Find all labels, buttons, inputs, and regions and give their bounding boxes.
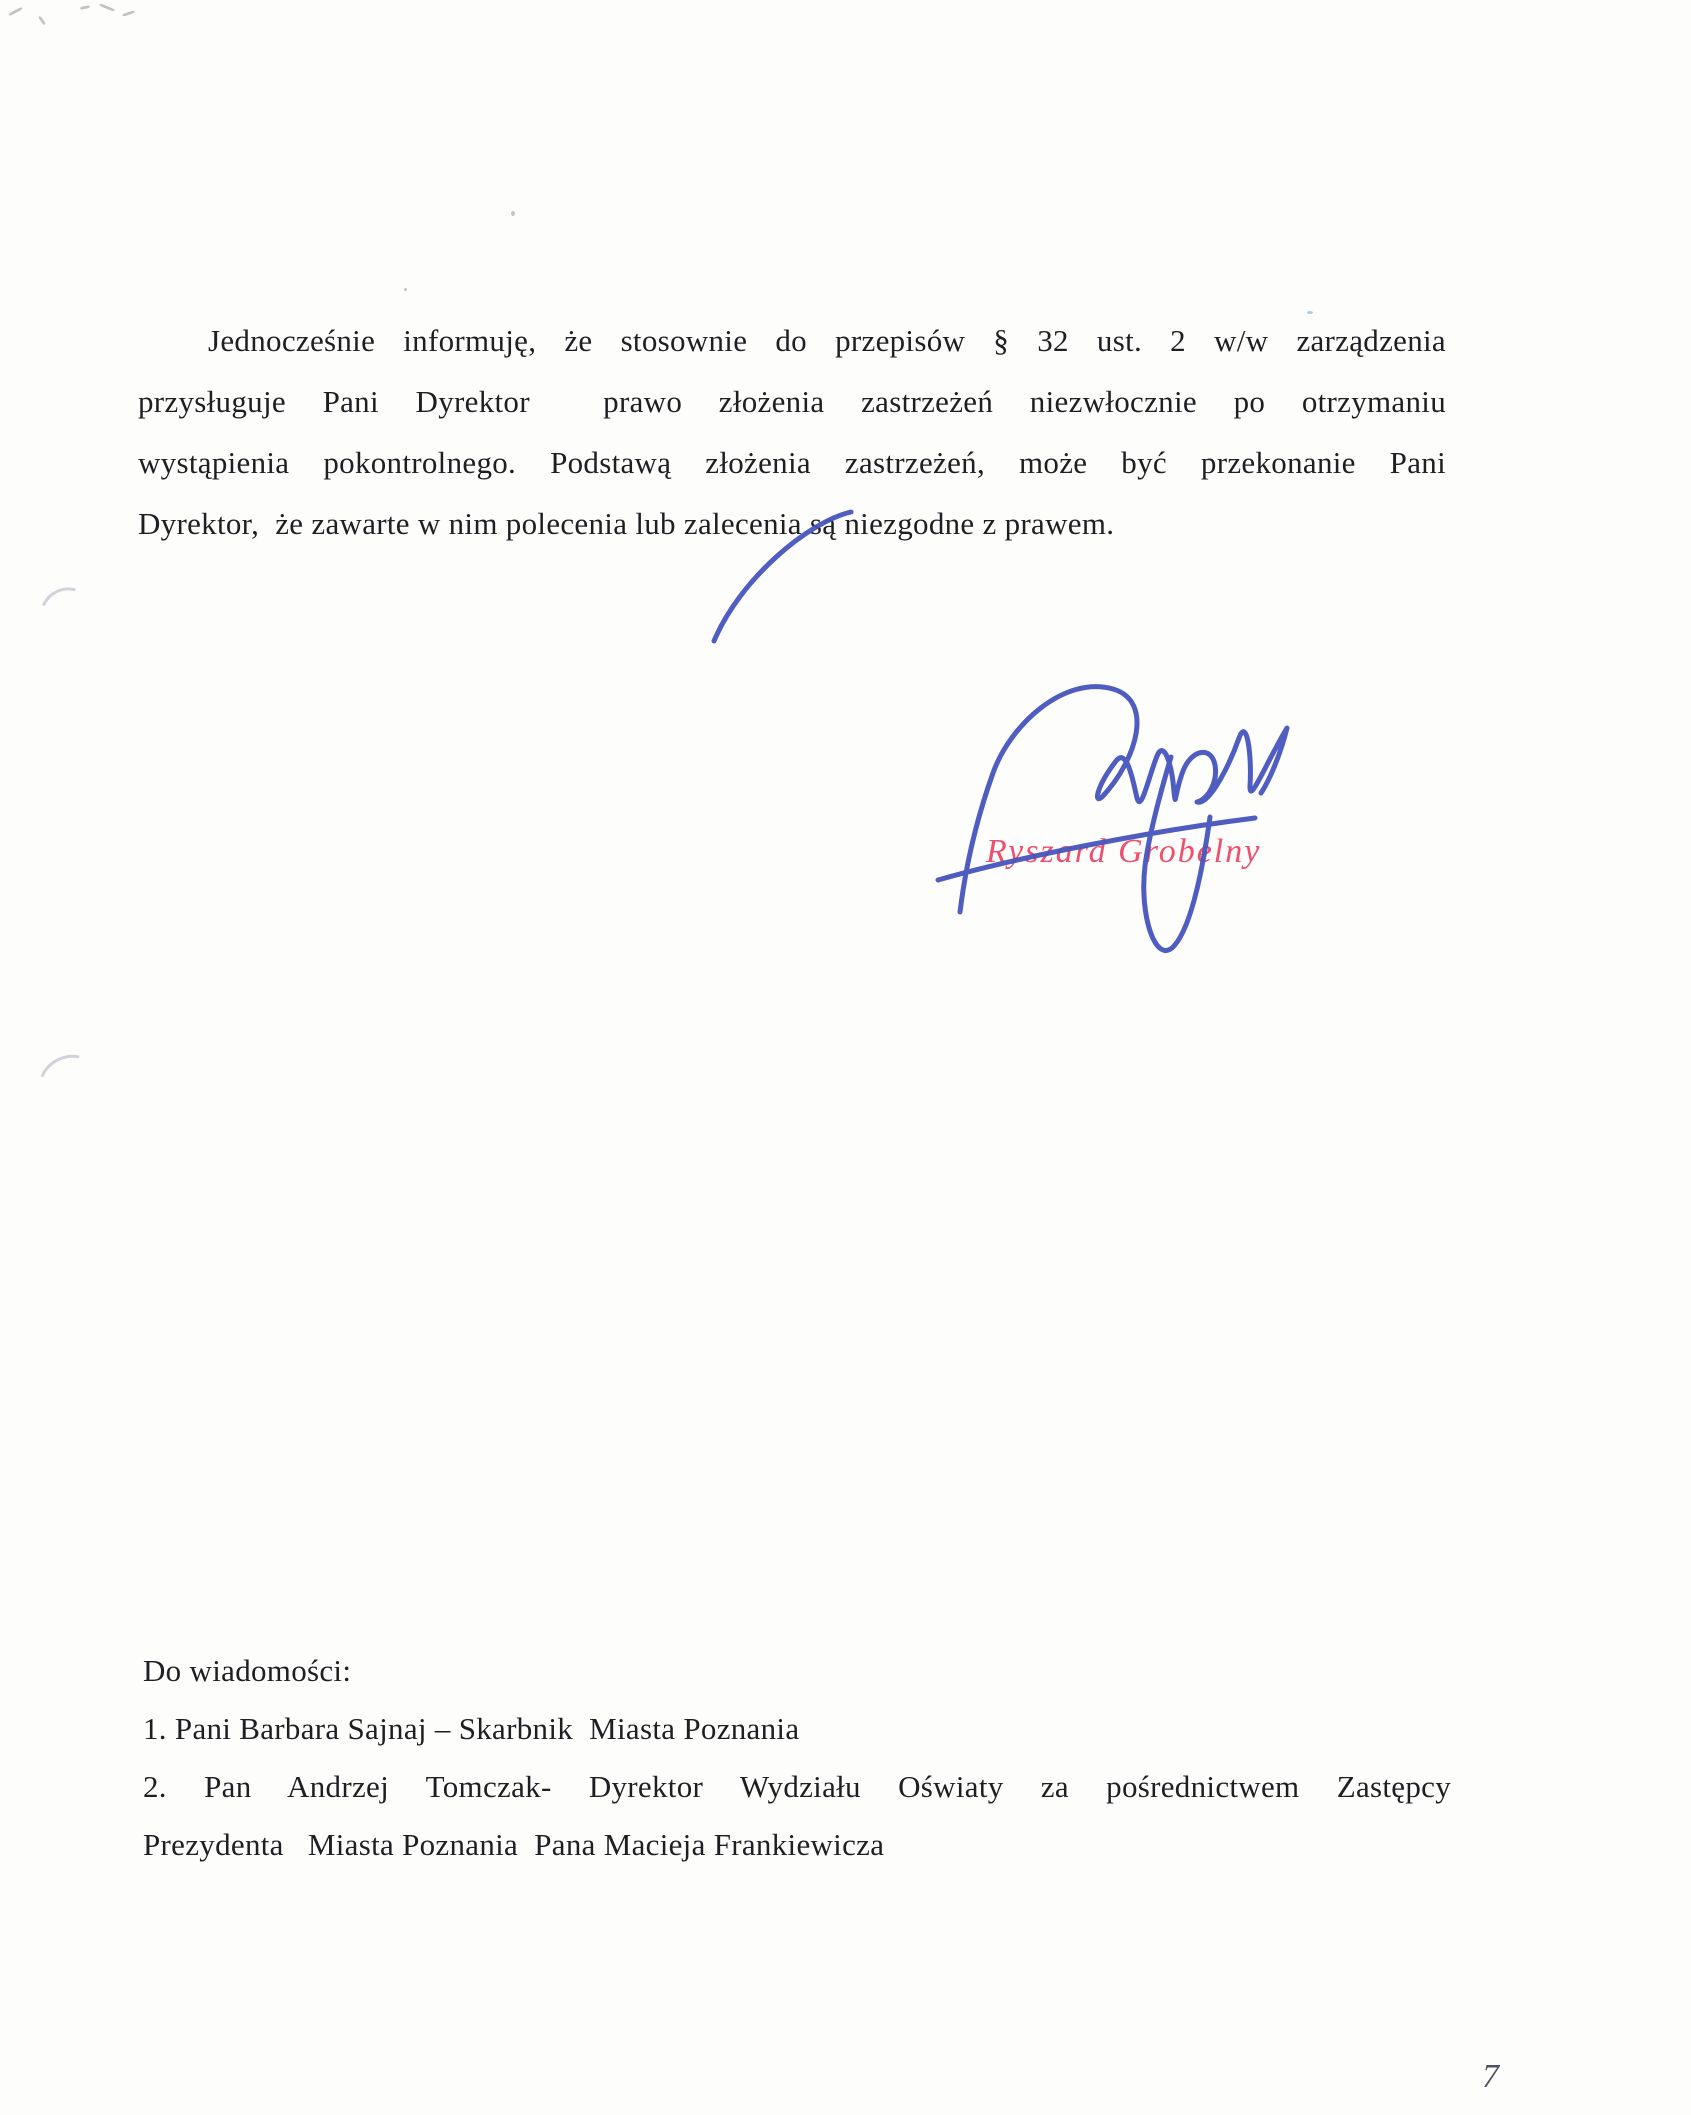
scan-artifact bbox=[8, 7, 23, 17]
distribution-heading: Do wiadomości: bbox=[143, 1653, 352, 1688]
scan-artifact bbox=[38, 16, 46, 26]
distribution-item-2-line-2: Prezydenta Miasta Poznania Pana Macieja Frankiewicza bbox=[143, 1827, 885, 1862]
paragraph-line: przysługuje Pani Dyrektor prawo złożenia zastrzeżeń niezwłocznie po otrzymaniu bbox=[138, 384, 1446, 419]
distribution-section bbox=[143, 1642, 1451, 1874]
scan-artifact bbox=[33, 579, 100, 643]
signature-ink bbox=[690, 495, 1310, 975]
scan-artifact bbox=[122, 10, 135, 17]
paragraph-line: wystąpienia pokontrolnego. Podstawą złożenia zastrzeżeń, może być przekonanie Pani bbox=[138, 445, 1446, 480]
scan-artifact bbox=[404, 288, 407, 291]
scan-artifact bbox=[80, 5, 90, 10]
paragraph-line: Jednocześnie informuję, że stosownie do przepisów § 32 ust. 2 w/w zarządzenia bbox=[208, 323, 1446, 358]
scan-artifact bbox=[511, 211, 515, 216]
scan-artifact bbox=[99, 3, 115, 12]
signature-block bbox=[690, 495, 1310, 975]
scan-artifact bbox=[30, 1045, 106, 1117]
name-stamp: Ryszard Grobelny bbox=[986, 833, 1262, 870]
distribution-item-2-line-1: 2. Pan Andrzej Tomczak- Dyrektor Wydziału Oświaty za pośrednictwem Zastępcy bbox=[143, 1769, 1451, 1804]
distribution-item-1: 1. Pani Barbara Sajnaj – Skarbnik Miasta Poznania bbox=[143, 1711, 800, 1746]
page-number: 7 bbox=[1482, 2058, 1499, 2095]
paragraph-line: Dyrektor, że zawarte w nim polecenia lub zalecenia są niezgodne z prawem. bbox=[138, 506, 1115, 541]
